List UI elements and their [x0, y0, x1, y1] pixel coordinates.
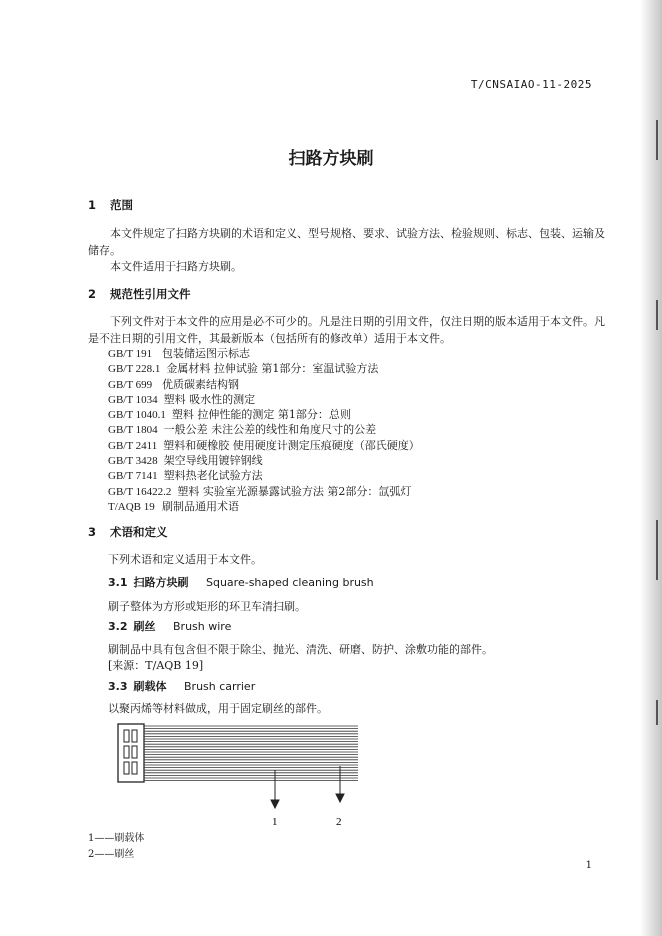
list-item: [108, 453, 420, 468]
term-heading: [108, 678, 255, 694]
section-title: 范围: [110, 198, 134, 212]
list-item: [108, 407, 420, 422]
reference-code: GB/T 2411: [108, 439, 158, 452]
reference-code: T/AQB 19: [108, 500, 155, 513]
page-number: 1: [585, 860, 592, 871]
reference-code: GB/T 1040.1: [108, 409, 166, 422]
reference-code: GB/T 699: [108, 378, 153, 391]
term-definition: 以聚丙烯等材料做成，用于固定刷丝的部件。: [108, 702, 328, 715]
scan-edge-mark: [656, 300, 658, 330]
reference-title: 优质碳素结构钢: [162, 377, 239, 391]
callout-label: 2: [336, 816, 342, 828]
brush-carrier-drawing: [118, 724, 144, 782]
brush-figure: [100, 722, 400, 832]
section-number: 3: [88, 525, 97, 539]
reference-code: GB/T 1034: [108, 393, 158, 406]
reference-title: 包装储运图示标志: [162, 347, 250, 360]
term-definition: 刷子整体为方形或矩形的环卫车清扫刷。: [108, 600, 306, 613]
scan-edge-shadow: [640, 0, 662, 936]
callout-label: 1: [272, 816, 278, 828]
term-name-en: Brush carrier: [184, 680, 256, 693]
term-number: 3.1: [108, 576, 128, 589]
scan-edge-mark: [656, 520, 658, 580]
section-heading-scope: [88, 197, 133, 213]
terms-intro: 下列术语和定义适用于本文件。: [108, 553, 262, 566]
list-item: [108, 484, 420, 499]
list-item: [108, 422, 420, 437]
section-heading-references: [88, 286, 191, 302]
scan-edge-mark: [656, 700, 658, 725]
term-heading: [108, 574, 374, 590]
reference-code: GB/T 228.1: [108, 363, 161, 376]
reference-title: 架空导线用镀锌钢线: [163, 454, 263, 468]
scope-paragraph: 本文件规定了扫路方块刷的术语和定义、型号规格、要求、试验方法、检验规则、标志、包装、运输及储存。: [88, 227, 605, 257]
term-number: 3.3: [108, 680, 128, 693]
figure-legend-item: 1——刷载体: [88, 833, 145, 844]
document-title: 扫路方块刷: [288, 149, 374, 169]
reference-title: 塑料 吸水性的测定: [163, 392, 256, 406]
reference-code: GB/T 3428: [108, 455, 158, 468]
section-number: 1: [88, 198, 97, 212]
section-heading-terms: [88, 524, 168, 540]
term-heading: [108, 618, 231, 634]
reference-title: 刷制品通用术语: [162, 499, 239, 513]
brush-wire-drawing: [144, 726, 358, 781]
reference-title: 金属材料 拉伸试验 第1部分：室温试验方法: [166, 362, 379, 376]
reference-code: GB/T 16422.2: [108, 485, 172, 498]
callout-arrows: [271, 766, 344, 808]
list-item: [108, 392, 420, 407]
reference-title: 塑料热老化试验方法: [163, 469, 263, 483]
list-item: [108, 346, 420, 361]
reference-list: [108, 346, 420, 514]
scope-paragraph: 本文件适用于扫路方块刷。: [110, 260, 242, 273]
document-code: T/CNSAIAO-11-2025: [470, 78, 592, 91]
term-name-en: Square-shaped cleaning brush: [206, 576, 374, 589]
figure-legend-item: 2——刷丝: [88, 849, 135, 860]
term-number: 3.2: [108, 620, 128, 633]
term-name-zh: 扫路方块刷: [133, 576, 189, 589]
reference-code: GB/T 191: [108, 348, 153, 360]
reference-code: GB/T 1804: [108, 424, 158, 437]
reference-title: 塑料 拉伸性能的测定 第1部分：总则: [171, 408, 351, 422]
term-name-en: Brush wire: [173, 620, 232, 633]
reference-code: GB/T 7141: [108, 470, 158, 483]
section-title: 术语和定义: [110, 525, 168, 539]
list-item: [108, 438, 420, 453]
term-definition: 刷制品中具有包含但不限于除尘、抛光、清洗、研磨、防护、涂敷功能的部件。: [108, 643, 493, 656]
reference-title: 一般公差 未注公差的线性和角度尺寸的公差: [163, 423, 377, 437]
reference-title: 塑料 实验室光源暴露试验方法 第2部分：氙弧灯: [177, 484, 412, 498]
list-item: [108, 499, 420, 514]
section-number: 2: [88, 287, 97, 301]
section-title: 规范性引用文件: [110, 287, 191, 301]
term-name-zh: 刷载体: [133, 680, 167, 693]
references-intro: 下列文件对于本文件的应用是必不可少的。凡是注日期的引用文件，仅注日期的版本适用于本文件。凡是不注日期的引用文件，其最新版本（包括所有的修改单）适用于本文件。: [88, 315, 605, 345]
term-source: [来源：T/AQB 19]: [108, 659, 204, 672]
term-name-zh: 刷丝: [133, 620, 156, 633]
list-item: [108, 468, 420, 483]
reference-title: 塑料和硬橡胶 使用硬度计测定压痕硬度（邵氏硬度）: [163, 438, 420, 452]
list-item: [108, 377, 420, 392]
list-item: [108, 361, 420, 376]
